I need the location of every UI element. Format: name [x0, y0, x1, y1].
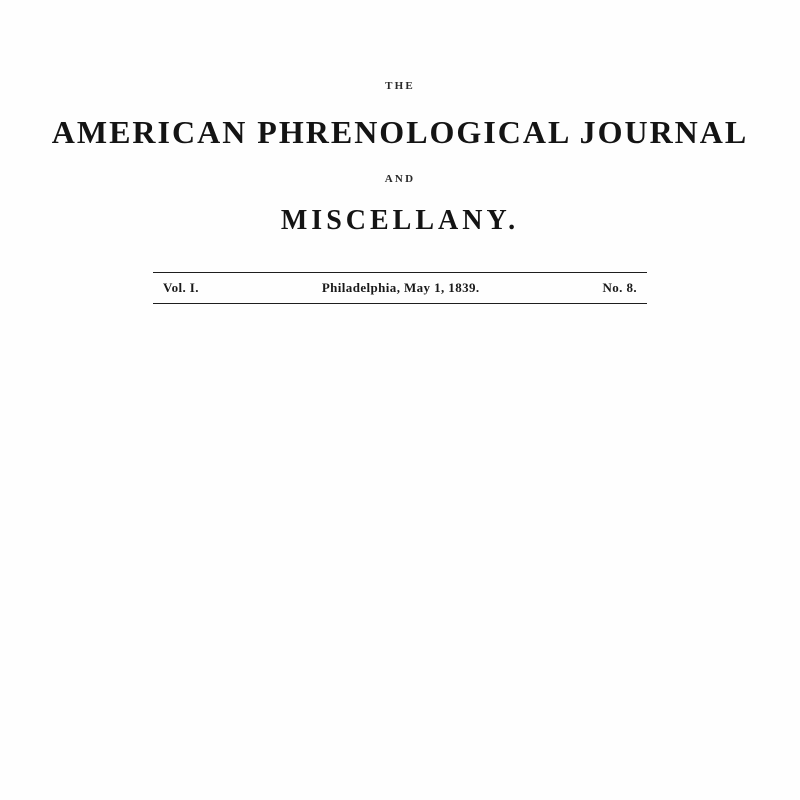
issue-block — [153, 272, 647, 304]
page-title: AMERICAN PHRENOLOGICAL JOURNAL — [51, 114, 749, 150]
masthead-prefix: THE — [385, 80, 415, 92]
page-subtitle: MISCELLANY. — [280, 205, 520, 236]
masthead — [0, 0, 800, 237]
masthead-conjunction: AND — [384, 173, 416, 185]
place-date-label: Philadelphia, May 1, 1839. — [321, 280, 480, 295]
divider-bottom — [153, 303, 647, 304]
volume-label: Vol. I. — [163, 280, 199, 295]
issue-number-label: No. 8. — [602, 280, 637, 295]
issue-line — [153, 273, 647, 303]
